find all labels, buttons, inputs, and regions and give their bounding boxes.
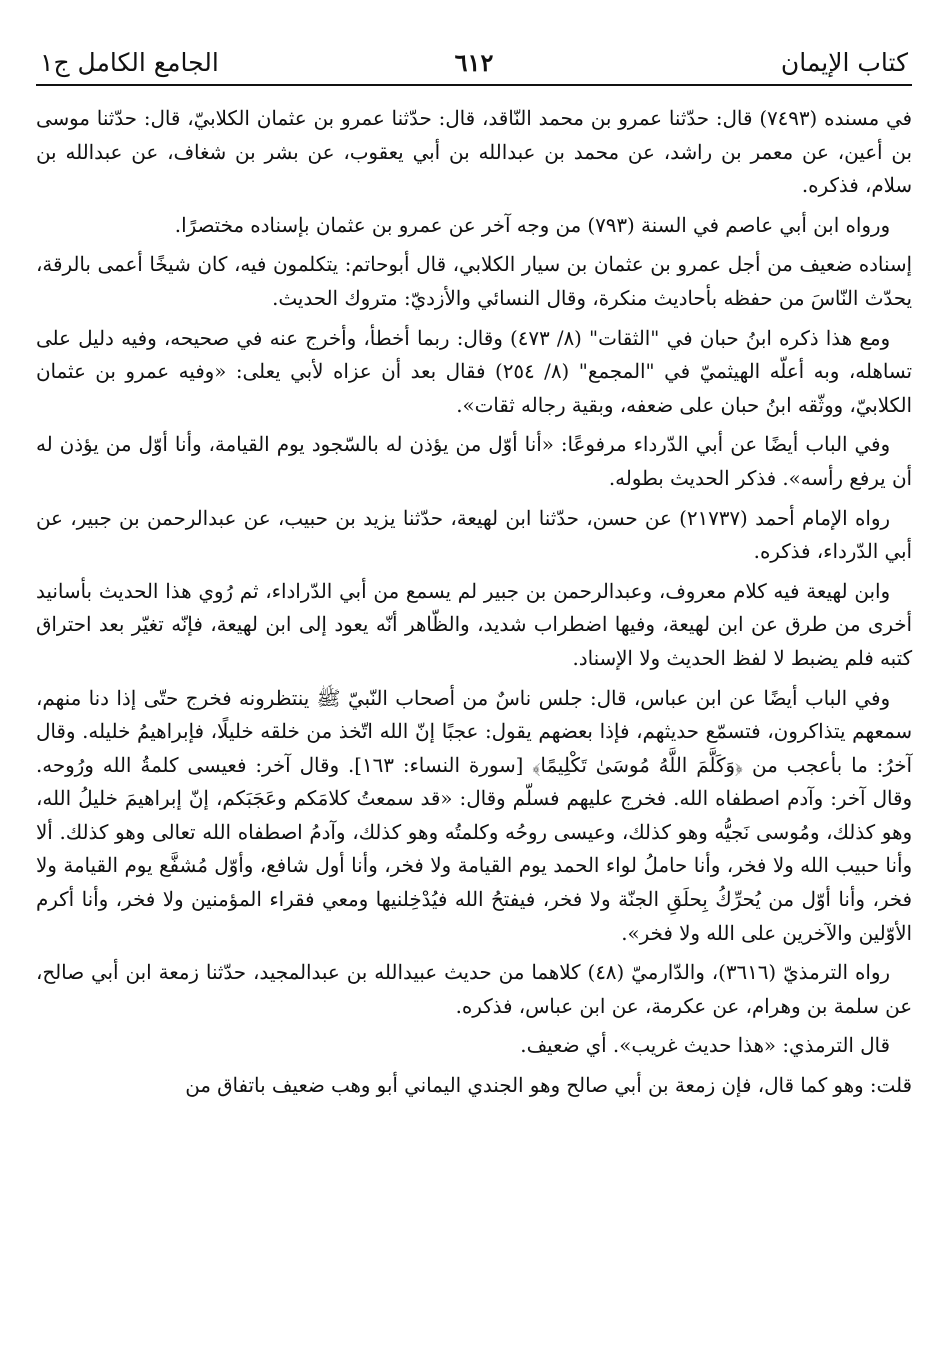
paragraph: ومع هذا ذكره ابنُ حبان في "الثقات" (٨/ ٤٧٣) وقال: ربما أخطأ، وأخرج عنه في صحيحه، وفيه دليل على تساهله، وبه أعلّه الهيثميّ في "المجمع" (٨/ ٢٥٤) فقال بعد أن عزاه لأبي يعلى: «وفيه عمرو بن عثمان الكلابيّ، ووثّقه ابنُ حبان على ضعفه، وبقية رجاله ثقات». [36,326,913,417]
page-header [36,40,912,86]
paragraph: قال الترمذي: «هذا حديث غريب». أي ضعيف. [520,1034,890,1058]
paragraph: وفي الباب أيضًا عن ابن عباس، قال: جلس ناسٌ من أصحاب النّبيّ ﷺ ينتظرونه فخرج حتّى إذا دنا منهم، سمعهم يتذاكرون، فتسمّع حديثهم، فإذا بعضهم يقول: عجبًا إنّ الله اتّخذ من خلقه خليلًا، فإبراهيمُ خليله. وقال آخرُ: ما بأعجب من ﴿وَكَلَّمَ اللَّهُ مُوسَىٰ تَكْلِيمًا﴾ [سورة النساء: ١٦٣]. وقال آخر: فعيسى كلمةُ الله ورُوحه. وقال آخر: وآدم اصطفاه الله. فخرج عليهم فسلّم وقال: «قد سمعتُ كلامَكم وعَجَبَكم، إنّ إبراهيمَ خليلُ الله، وهو كذلك، ومُوسى نَجيُّه وهو كذلك، وعيسى روحُه وكلمتُه وهو كذلك، وآدمُ اصطفاه الله تعالى وهو كذلك. ألا وأنا حبيب الله ولا فخر، وأنا حاملُ لواء الحمد يوم القيامة ولا فخر، وأنا أول شافع، وأوّل مُشفَّع يوم القيامة ولا فخر، وأنا أوّل من يُحرِّكُ بِحلَقِ الجنّة ولا فخر، فيفتحُ الله فيُدْخِلنيها ومعي فقراء المؤمنين ولا فخر، وأنا أكرم الأوّلين والآخرين على الله ولا فخر». [36,686,912,945]
paragraph: قلت: وهو كما قال، فإن زمعة بن أبي صالح وهو الجندي اليماني أبو وهب ضعيف باتفاق من [185,1074,912,1098]
paragraph: إسناده ضعيف من أجل عمرو بن عثمان بن سيار الكلابي، قال أبوحاتم: يتكلمون فيه، كان شيخًا أعمى بالرقة، يحدّث النّاسَ من حفظه بأحاديث منكرة، وقال النسائي والأزديّ: متروك الحديث. [36,253,912,310]
page-number: ٦١٢ [454,48,494,77]
paragraph: وفي الباب أيضًا عن أبي الدّرداء مرفوعًا: «أنا أوّل من يؤذن له بالسّجود يوم القيامة، وأنا أوّل من يؤذن له أن يرفع رأسه». فذكر الحديث بطوله. [36,433,912,490]
document-page [36,40,912,1362]
body-text [36,102,912,1103]
paragraph: في مسنده (٧٤٩٣) قال: حدّثنا عمرو بن محمد النّاقد، قال: حدّثنا عمرو بن عثمان الكلابيّ، قال: حدّثنا موسى بن أعين، عن معمر بن راشد، عن محمد بن عبدالله بن أبي يعقوب، عن بشر بن شغاف، عن عبدالله بن سلام، فذكره. [36,107,912,198]
paragraph: وابن لهيعة فيه كلام معروف، وعبدالرحمن بن جبير لم يسمع من أبي الدّراداء، ثم رُوي هذا الحديث بأسانيد أخرى من طرق عن ابن لهيعة، وفيها اضطراب شديد، والظّاهر أنّه يعود إلى ابن لهيعة، فإنّه تغيّر بعد احتراق كتبه فلم يضبط لا لفظ الحديث ولا الإسناد. [36,579,912,670]
paragraph: ورواه ابن أبي عاصم في السنة (٧٩٣) من وجه آخر عن عمرو بن عثمان بإسناده مختصرًا. [174,213,890,237]
book-title: كتاب الإيمان [780,48,908,77]
paragraph: رواه الإمام أحمد (٢١٧٣٧) عن حسن، حدّثنا ابن لهيعة، حدّثنا يزيد بن حبيب، عن عبدالرحمن بن جبير، عن أبي الدّرداء، فذكره. [36,506,912,564]
volume-title: الجامع الكامل ج١ [40,48,219,77]
paragraph: رواه الترمذيّ (٣٦١٦)، والدّارميّ (٤٨) كلاهما من حديث عبيدالله بن عبدالمجيد، حدّثنا زمعة ابن أبي صالح، عن سلمة بن وهرام، عن عكرمة، عن ابن عباس، فذكره. [36,961,912,1018]
